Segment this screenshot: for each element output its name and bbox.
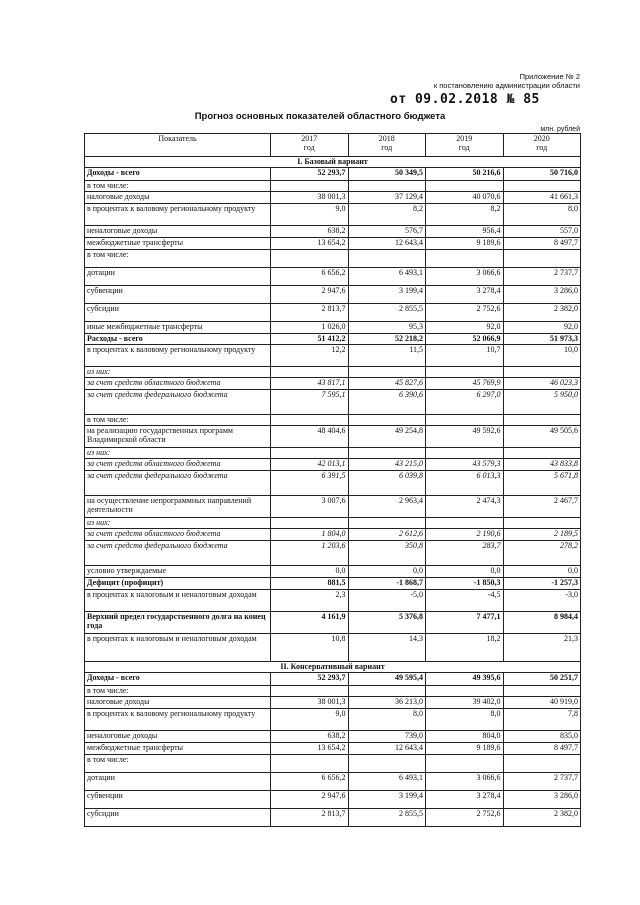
row-label: Доходы - всего [85, 673, 271, 686]
row-value [426, 415, 504, 426]
table-row [85, 286, 581, 304]
row-value: 50 349,5 [348, 168, 426, 181]
row-label: в процентах к налоговым и неналоговым доходам [85, 634, 271, 662]
row-value: 5 376,8 [348, 612, 426, 634]
table-row [85, 168, 581, 181]
row-value: 8 497,7 [503, 743, 581, 755]
row-value: -1 868,7 [348, 578, 426, 590]
row-value: 2 813,7 [271, 809, 349, 827]
row-value: 7 595,1 [271, 390, 349, 415]
row-value: 42 013,1 [271, 459, 349, 471]
table-row [85, 448, 581, 459]
row-value [503, 686, 581, 697]
row-value: 739,0 [348, 731, 426, 743]
units-label: млн. рублей [540, 126, 580, 133]
row-value: 95,3 [348, 322, 426, 334]
column-header-year-unit: год [536, 143, 548, 152]
row-value: 12 643,4 [348, 743, 426, 755]
row-value: 350,8 [348, 541, 426, 566]
row-value: 51 412,2 [271, 334, 349, 345]
row-value: 1 203,6 [271, 541, 349, 566]
row-value: 9 189,6 [426, 743, 504, 755]
row-value: 18,2 [426, 634, 504, 662]
section-header-row [85, 662, 581, 673]
row-value: 6 391,5 [271, 471, 349, 496]
row-value: 2,3 [271, 590, 349, 612]
row-label: на реализацию государственных программ Владимирской области [85, 426, 271, 448]
row-value: 37 129,4 [348, 192, 426, 204]
row-value: 0,0 [426, 566, 504, 578]
column-header-year-value: 2018 [378, 134, 395, 143]
row-value: 52 293,7 [271, 168, 349, 181]
row-label: за счет средств федерального бюджета [85, 471, 271, 496]
row-value: 1 026,0 [271, 322, 349, 334]
row-label: за счет средств областного бюджета [85, 378, 271, 390]
table-row [85, 496, 581, 518]
table-row [85, 367, 581, 378]
table-row [85, 755, 581, 773]
row-label: неналоговые доходы [85, 731, 271, 743]
row-label: налоговые доходы [85, 697, 271, 709]
row-value [426, 448, 504, 459]
column-header-year [426, 134, 504, 157]
row-value: 49 595,4 [348, 673, 426, 686]
row-value: 50 251,7 [503, 673, 581, 686]
row-value: 7,8 [503, 709, 581, 731]
table-body [85, 134, 581, 827]
row-value: 40 919,0 [503, 697, 581, 709]
row-value: 956,4 [426, 226, 504, 238]
table-row [85, 673, 581, 686]
row-value: 8,2 [426, 204, 504, 226]
column-header-year-unit: год [381, 143, 393, 152]
row-value [426, 518, 504, 529]
appendix-reference: к постановлению администрации области [433, 81, 580, 90]
table-row [85, 304, 581, 322]
row-label: субвенции [85, 286, 271, 304]
row-label: за счет средств областного бюджета [85, 459, 271, 471]
row-value: 2 382,0 [503, 304, 581, 322]
row-label: в процентах к валовому региональному продукту [85, 345, 271, 367]
decree-stamp: от 09.02.2018 № 85 [390, 92, 540, 107]
row-value: 10,7 [426, 345, 504, 367]
section-title: I. Базовый вариант [85, 157, 581, 168]
row-value [503, 181, 581, 192]
row-label: в том числе: [85, 686, 271, 697]
row-label: на осуществление непрограммных направлений деятельности [85, 496, 271, 518]
row-value: 2 855,5 [348, 809, 426, 827]
row-label: в том числе: [85, 181, 271, 192]
table-row [85, 334, 581, 345]
document-title: Прогноз основных показателей областного бюджета [194, 111, 446, 122]
table-row [85, 791, 581, 809]
table-row [85, 529, 581, 541]
row-value: 14,3 [348, 634, 426, 662]
row-value: 13 654,2 [271, 743, 349, 755]
row-value: 804,0 [426, 731, 504, 743]
table-row [85, 459, 581, 471]
row-value: 835,0 [503, 731, 581, 743]
row-value: 6 390,6 [348, 390, 426, 415]
row-value: 576,7 [348, 226, 426, 238]
table-row [85, 518, 581, 529]
row-value: 8,0 [426, 709, 504, 731]
table-row [85, 590, 581, 612]
row-value [348, 448, 426, 459]
row-label: субвенции [85, 791, 271, 809]
row-value: -1 850,3 [426, 578, 504, 590]
row-value: 7 477,1 [426, 612, 504, 634]
row-value: 2 813,7 [271, 304, 349, 322]
row-value [503, 448, 581, 459]
row-value: 8,2 [348, 204, 426, 226]
row-value: 52 066,9 [426, 334, 504, 345]
table-row [85, 709, 581, 731]
row-label: из них: [85, 518, 271, 529]
table-row [85, 415, 581, 426]
row-value: 6 297,0 [426, 390, 504, 415]
row-value: 9,0 [271, 204, 349, 226]
table-row [85, 390, 581, 415]
row-value: 21,3 [503, 634, 581, 662]
table-row [85, 378, 581, 390]
row-label: Верхний предел государственного долга на конец года [85, 612, 271, 634]
row-value: 2 612,6 [348, 529, 426, 541]
row-value: 43 817,1 [271, 378, 349, 390]
row-value [426, 755, 504, 773]
row-value: 52 293,7 [271, 673, 349, 686]
row-value: 3 278,4 [426, 286, 504, 304]
row-value: 12,2 [271, 345, 349, 367]
row-value: 92,0 [426, 322, 504, 334]
row-label: из них: [85, 367, 271, 378]
row-value [503, 415, 581, 426]
row-value: 13 654,2 [271, 238, 349, 250]
row-value: -3,0 [503, 590, 581, 612]
row-label: дотации [85, 268, 271, 286]
row-value: 51 973,3 [503, 334, 581, 345]
row-label: за счет средств федерального бюджета [85, 390, 271, 415]
row-label: субсидии [85, 304, 271, 322]
row-value: 5 671,8 [503, 471, 581, 496]
row-value: 3 066,6 [426, 268, 504, 286]
row-label: в том числе: [85, 250, 271, 268]
table-row [85, 426, 581, 448]
row-label: Дефицит (профицит) [85, 578, 271, 590]
table-row [85, 268, 581, 286]
row-value [271, 448, 349, 459]
row-value: 3 286,0 [503, 286, 581, 304]
row-value: 0,0 [503, 566, 581, 578]
row-label: межбюджетные трансферты [85, 743, 271, 755]
table-row [85, 743, 581, 755]
column-header-year-value: 2019 [456, 134, 473, 143]
column-header-year [271, 134, 349, 157]
row-value: 3 199,4 [348, 286, 426, 304]
table-row [85, 250, 581, 268]
row-value: 881,5 [271, 578, 349, 590]
row-value: 92,0 [503, 322, 581, 334]
row-value [426, 181, 504, 192]
table-row [85, 181, 581, 192]
section-header-row [85, 157, 581, 168]
row-value: 45 827,6 [348, 378, 426, 390]
row-value: 2 190,6 [426, 529, 504, 541]
table-row [85, 612, 581, 634]
row-value: 38 001,3 [271, 697, 349, 709]
row-value: 9 189,6 [426, 238, 504, 250]
row-label: в том числе: [85, 755, 271, 773]
table-row [85, 204, 581, 226]
row-label: неналоговые доходы [85, 226, 271, 238]
row-value [271, 415, 349, 426]
row-label: в процентах к валовому региональному продукту [85, 709, 271, 731]
row-value [503, 367, 581, 378]
table-row [85, 192, 581, 204]
row-value [271, 367, 349, 378]
row-value: 8 984,4 [503, 612, 581, 634]
row-value: 3 199,4 [348, 791, 426, 809]
row-value: 48 404,6 [271, 426, 349, 448]
row-value: 49 592,6 [426, 426, 504, 448]
row-value: 41 661,3 [503, 192, 581, 204]
row-value: 4 161,9 [271, 612, 349, 634]
row-label: в том числе: [85, 415, 271, 426]
row-value: 43 579,3 [426, 459, 504, 471]
row-value: 8,0 [348, 709, 426, 731]
row-label: межбюджетные трансферты [85, 238, 271, 250]
row-value: 2 737,7 [503, 773, 581, 791]
row-value: 8,0 [503, 204, 581, 226]
table-row [85, 634, 581, 662]
row-value: 2 963,4 [348, 496, 426, 518]
table-row [85, 238, 581, 250]
row-value: 43 833,8 [503, 459, 581, 471]
row-value: 8 497,7 [503, 238, 581, 250]
header-block [360, 72, 580, 108]
row-label: в процентах к налоговым и неналоговым доходам [85, 590, 271, 612]
row-value: 1 804,0 [271, 529, 349, 541]
table-row [85, 226, 581, 238]
column-header-year [503, 134, 581, 157]
row-value [271, 181, 349, 192]
row-value: 2 752,6 [426, 809, 504, 827]
row-value: 278,2 [503, 541, 581, 566]
appendix-label: Приложение № 2 [519, 72, 580, 81]
row-value [503, 518, 581, 529]
row-value: 3 066,6 [426, 773, 504, 791]
row-value: -4,5 [426, 590, 504, 612]
row-value: 638,2 [271, 226, 349, 238]
row-label: Доходы - всего [85, 168, 271, 181]
column-header-year-value: 2020 [533, 134, 550, 143]
row-value [503, 250, 581, 268]
row-value: 9,0 [271, 709, 349, 731]
row-value: 36 213,0 [348, 697, 426, 709]
row-value: 283,7 [426, 541, 504, 566]
table-row [85, 697, 581, 709]
table-row [85, 345, 581, 367]
row-value: 45 769,9 [426, 378, 504, 390]
table-row [85, 578, 581, 590]
row-label: за счет средств федерального бюджета [85, 541, 271, 566]
row-value [271, 518, 349, 529]
row-value: 2 467,7 [503, 496, 581, 518]
row-label: дотации [85, 773, 271, 791]
table-row [85, 773, 581, 791]
row-value: 6 656,2 [271, 773, 349, 791]
row-value: 6 039,8 [348, 471, 426, 496]
table-row [85, 686, 581, 697]
row-value: 6 493,1 [348, 773, 426, 791]
row-value [348, 755, 426, 773]
row-value: 11,5 [348, 345, 426, 367]
row-value: 10,8 [271, 634, 349, 662]
row-value: 2 947,6 [271, 286, 349, 304]
row-value: 3 278,4 [426, 791, 504, 809]
row-value: -1 257,3 [503, 578, 581, 590]
row-value [348, 686, 426, 697]
table-row [85, 809, 581, 827]
row-value: 5 950,0 [503, 390, 581, 415]
row-value: 49 395,6 [426, 673, 504, 686]
column-header-year-unit: год [458, 143, 470, 152]
row-value: 0,0 [348, 566, 426, 578]
row-value: 2 382,0 [503, 809, 581, 827]
row-value: 50 716,0 [503, 168, 581, 181]
row-value [348, 518, 426, 529]
row-label: условно утверждаемые [85, 566, 271, 578]
row-value: -5,0 [348, 590, 426, 612]
row-label: за счет средств областного бюджета [85, 529, 271, 541]
table-row [85, 322, 581, 334]
row-value: 12 643,4 [348, 238, 426, 250]
column-header-year-value: 2017 [301, 134, 318, 143]
row-value [426, 367, 504, 378]
row-value [426, 250, 504, 268]
row-value: 39 402,0 [426, 697, 504, 709]
row-value: 6 656,2 [271, 268, 349, 286]
column-header-year [348, 134, 426, 157]
row-value: 52 218,2 [348, 334, 426, 345]
row-value: 2 474,3 [426, 496, 504, 518]
row-value [348, 367, 426, 378]
budget-forecast-table [84, 133, 581, 827]
row-value: 0,0 [271, 566, 349, 578]
column-header-year-unit: год [303, 143, 315, 152]
row-value: 2 947,6 [271, 791, 349, 809]
row-value [348, 250, 426, 268]
row-value: 50 216,6 [426, 168, 504, 181]
row-value: 2 752,6 [426, 304, 504, 322]
row-value: 2 737,7 [503, 268, 581, 286]
row-value: 10,0 [503, 345, 581, 367]
section-title: II. Консервативный вариант [85, 662, 581, 673]
row-value: 6 493,1 [348, 268, 426, 286]
row-label: из них: [85, 448, 271, 459]
row-value [348, 415, 426, 426]
row-value: 3 286,0 [503, 791, 581, 809]
row-value: 38 001,3 [271, 192, 349, 204]
row-value: 3 007,6 [271, 496, 349, 518]
row-value: 557,0 [503, 226, 581, 238]
table-row [85, 566, 581, 578]
table-row [85, 731, 581, 743]
row-label: налоговые доходы [85, 192, 271, 204]
row-label: иные межбюджетные трансферты [85, 322, 271, 334]
column-header-indicator: Показатель [85, 134, 271, 157]
table-row [85, 471, 581, 496]
row-value: 2 189,5 [503, 529, 581, 541]
row-label: Расходы - всего [85, 334, 271, 345]
row-value: 2 855,5 [348, 304, 426, 322]
row-value: 46 023,3 [503, 378, 581, 390]
row-value: 6 013,3 [426, 471, 504, 496]
row-value [503, 755, 581, 773]
row-label: субсидии [85, 809, 271, 827]
row-value: 638,2 [271, 731, 349, 743]
row-value [271, 250, 349, 268]
row-value: 49 254,8 [348, 426, 426, 448]
row-value [426, 686, 504, 697]
row-label: в процентах к валовому региональному продукту [85, 204, 271, 226]
row-value [271, 686, 349, 697]
table-row [85, 541, 581, 566]
table-header-row [85, 134, 581, 157]
row-value [271, 755, 349, 773]
row-value [348, 181, 426, 192]
row-value: 49 505,6 [503, 426, 581, 448]
row-value: 43 215,0 [348, 459, 426, 471]
row-value: 40 070,6 [426, 192, 504, 204]
